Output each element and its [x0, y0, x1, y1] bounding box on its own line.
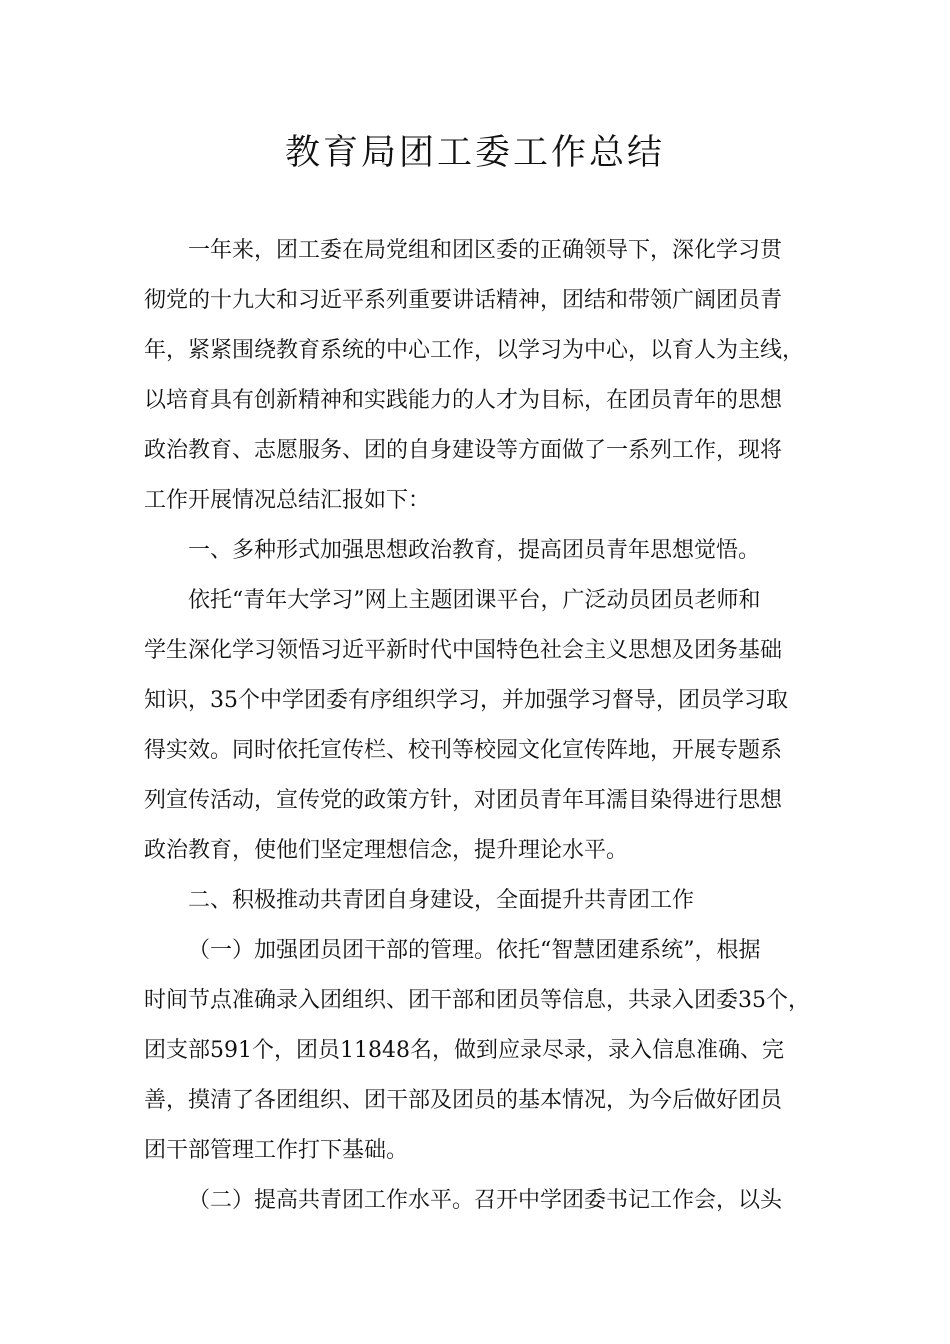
paragraph-line: 学生深化学习领悟习近平新时代中国特色社会主义思想及团务基础	[144, 638, 783, 663]
paragraph-line: 彻党的十九大和习近平系列重要讲话精神，团结和带领广阔团员青	[144, 288, 783, 313]
paragraph-line: 时间节点准确录入团组织、团干部和团员等信息，共录入团委35个，	[144, 988, 810, 1013]
paragraph-line: 团干部管理工作打下基础。	[144, 1138, 409, 1163]
section-heading-1	[144, 526, 804, 576]
paragraph-line: （一）加强团员团干部的管理。依托“智慧团建系统”，根据	[188, 938, 761, 963]
paragraph-line: 得实效。同时依托宣传栏、校刊等校园文化宣传阵地，开展专题系	[144, 738, 783, 763]
paragraph-line: 团支部591个，团员11848名，做到应录尽录，录入信息准确、完	[144, 1038, 784, 1063]
document-title: 教育局团工委工作总结	[284, 133, 665, 173]
document-body	[144, 226, 810, 1226]
paragraph-line: 政治教育、志愿服务、团的自身建设等方面做了一系列工作，现将	[144, 438, 783, 463]
paragraph-intro	[144, 226, 804, 526]
paragraph-line: 年，紧紧围绕教育系统的中心工作，以学习为中心，以育人为主线，	[144, 338, 805, 363]
paragraph-line: 政治教育，使他们坚定理想信念，提升理论水平。	[144, 838, 629, 863]
paragraph-line: （二）提高共青团工作水平。召开中学团委书记工作会，以头	[188, 1188, 783, 1213]
paragraph-line: 一年来，团工委在局党组和团区委的正确领导下，深化学习贯	[188, 238, 783, 263]
paragraph-line: 列宣传活动，宣传党的政策方针，对团员青年耳濡目染得进行思想	[144, 788, 783, 813]
paragraph-subsection-2	[144, 1176, 804, 1226]
paragraph-line: 善，摸清了各团组织、团干部及团员的基本情况，为今后做好团员	[144, 1088, 783, 1113]
paragraph-line: 以培育具有创新精神和实践能力的人才为目标，在团员青年的思想	[144, 388, 783, 413]
paragraph-line: 知识，35个中学团委有序组织学习，并加强学习督导，团员学习取	[144, 688, 788, 713]
paragraph-line: 工作开展情况总结汇报如下：	[144, 488, 431, 513]
paragraph-section-1	[144, 576, 804, 876]
paragraph-subsection-1	[144, 926, 810, 1176]
paragraph-line: 依托“青年大学习”网上主题团课平台，广泛动员团员老师和	[188, 588, 761, 613]
section-heading-line: 一、多种形式加强思想政治教育，提高团员青年思想觉悟。	[188, 538, 761, 563]
section-heading-2	[144, 876, 804, 926]
section-heading-line: 二、积极推动共青团自身建设，全面提升共青团工作	[188, 888, 695, 913]
